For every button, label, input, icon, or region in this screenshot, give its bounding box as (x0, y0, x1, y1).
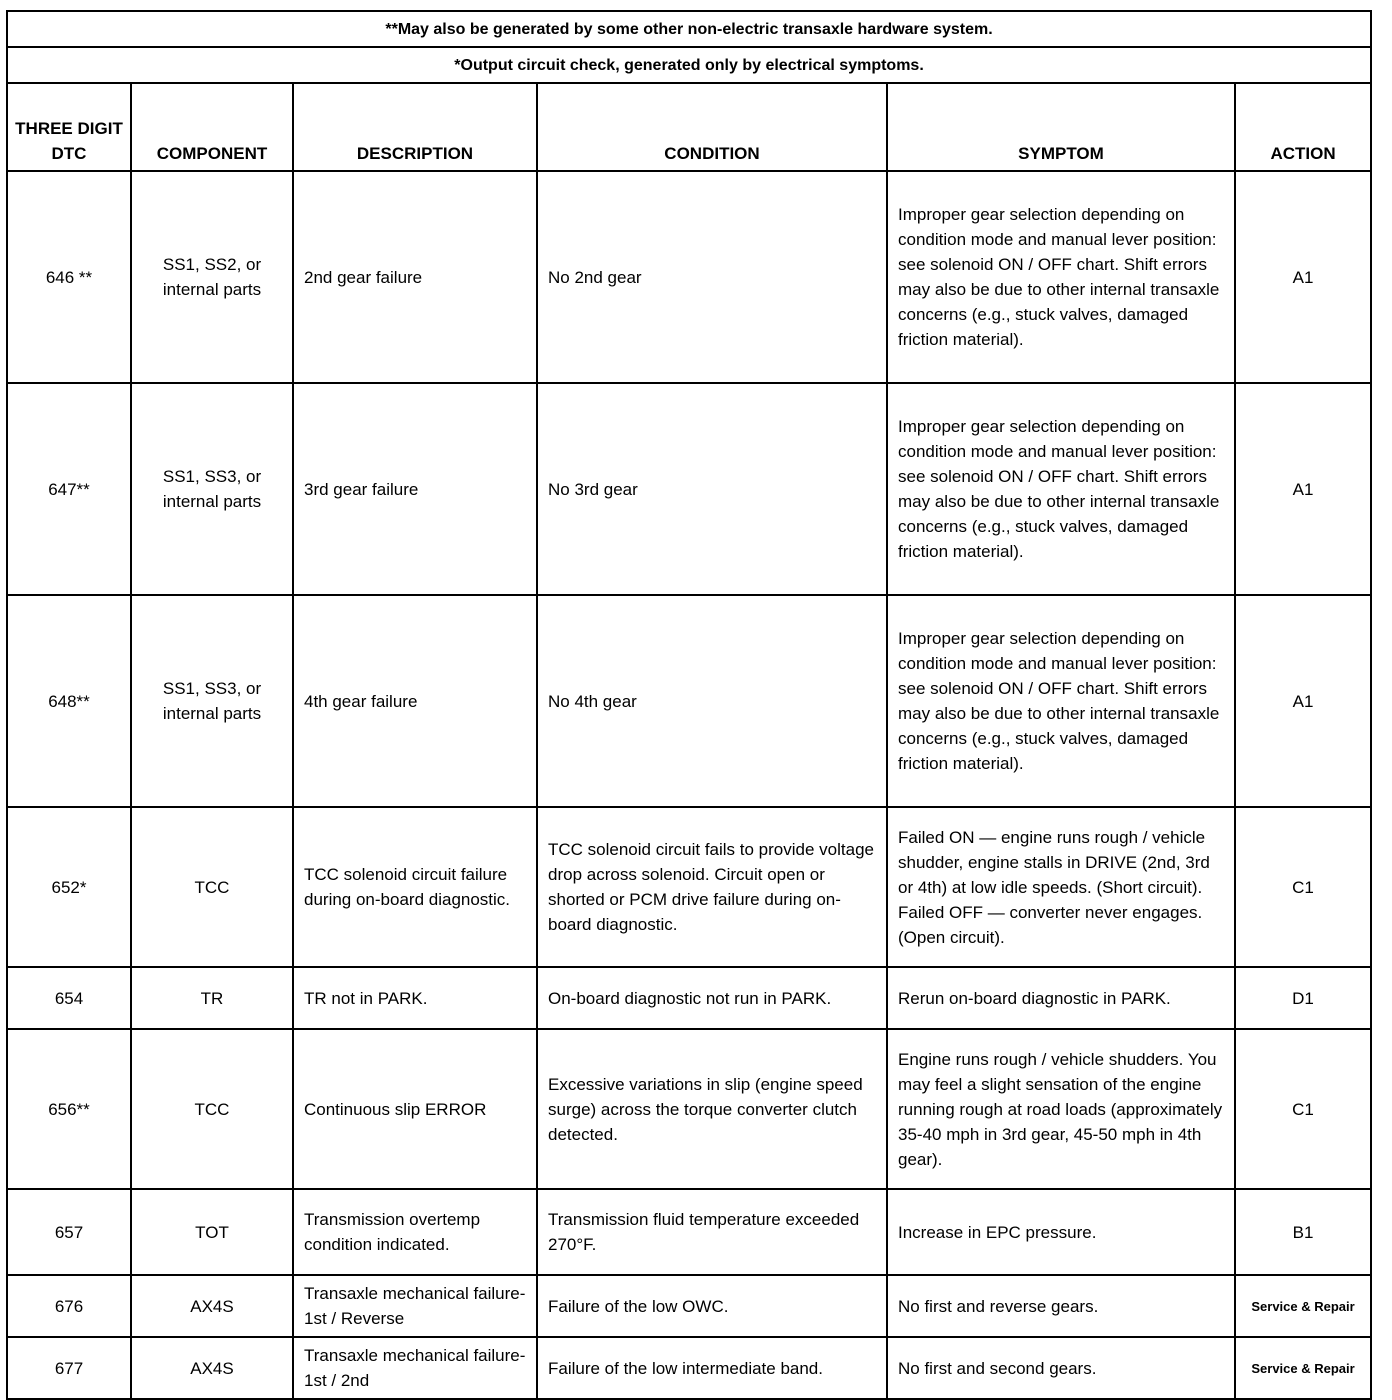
dtc-document (6, 10, 1370, 1400)
cell-action: A1 (1235, 383, 1371, 595)
cell-component: SS1, SS2, or internal parts (131, 171, 293, 383)
cell-description: Transmission overtemp condition indicated. (293, 1189, 537, 1275)
cell-dtc: 676 (7, 1275, 131, 1337)
cell-symptom: Failed ON — engine runs rough / vehicle shudder, engine stalls in DRIVE (2nd, 3rd or 4th) at low idle speeds. (Short circuit). Failed OFF — converter never engages. (Open circuit). (887, 807, 1235, 967)
cell-component: TCC (131, 1029, 293, 1189)
note-row (7, 47, 1371, 83)
table-row (7, 1189, 1371, 1275)
cell-symptom: Improper gear selection depending on condition mode and manual lever position: see solenoid ON / OFF chart. Shift errors may also be due to other internal transaxle concerns (e.g., stuck valves, damaged friction material). (887, 171, 1235, 383)
cell-description: 2nd gear failure (293, 171, 537, 383)
cell-symptom: No first and second gears. (887, 1337, 1235, 1399)
cell-component: AX4S (131, 1337, 293, 1399)
cell-action: Service & Repair (1235, 1275, 1371, 1337)
cell-condition: Excessive variations in slip (engine speed surge) across the torque converter clutch detected. (537, 1029, 887, 1189)
cell-condition: Failure of the low OWC. (537, 1275, 887, 1337)
table-row (7, 967, 1371, 1029)
table-row (7, 1275, 1371, 1337)
cell-description: TCC solenoid circuit failure during on-board diagnostic. (293, 807, 537, 967)
cell-condition: Transmission fluid temperature exceeded 270°F. (537, 1189, 887, 1275)
header-action: ACTION (1235, 83, 1371, 171)
cell-condition: No 4th gear (537, 595, 887, 807)
cell-action: Service & Repair (1235, 1337, 1371, 1399)
cell-symptom: Improper gear selection depending on condition mode and manual lever position: see solenoid ON / OFF chart. Shift errors may also be due to other internal transaxle concerns (e.g., stuck valves, damaged friction material). (887, 383, 1235, 595)
header-description: DESCRIPTION (293, 83, 537, 171)
cell-description: Transaxle mechanical failure- 1st / Reverse (293, 1275, 537, 1337)
cell-dtc: 647** (7, 383, 131, 595)
cell-dtc: 656** (7, 1029, 131, 1189)
cell-component: SS1, SS3, or internal parts (131, 595, 293, 807)
cell-dtc: 652* (7, 807, 131, 967)
table-row (7, 1337, 1371, 1399)
cell-action: C1 (1235, 807, 1371, 967)
cell-description: 3rd gear failure (293, 383, 537, 595)
cell-action: B1 (1235, 1189, 1371, 1275)
cell-condition: No 2nd gear (537, 171, 887, 383)
cell-symptom: No first and reverse gears. (887, 1275, 1235, 1337)
cell-component: TOT (131, 1189, 293, 1275)
cell-component: TCC (131, 807, 293, 967)
table-row (7, 171, 1371, 383)
note-row (7, 11, 1371, 47)
cell-condition: Failure of the low intermediate band. (537, 1337, 887, 1399)
cell-description: Continuous slip ERROR (293, 1029, 537, 1189)
note-double-star: **May also be generated by some other non-electric transaxle hardware system. (7, 11, 1371, 47)
cell-action: A1 (1235, 595, 1371, 807)
table-row (7, 1029, 1371, 1189)
cell-action: D1 (1235, 967, 1371, 1029)
dtc-table (6, 10, 1372, 1400)
cell-condition: TCC solenoid circuit fails to provide voltage drop across solenoid. Circuit open or shorted or PCM drive failure during on-board diagnostic. (537, 807, 887, 967)
cell-component: TR (131, 967, 293, 1029)
cell-action: A1 (1235, 171, 1371, 383)
table-row (7, 383, 1371, 595)
cell-component: AX4S (131, 1275, 293, 1337)
cell-symptom: Improper gear selection depending on condition mode and manual lever position: see solenoid ON / OFF chart. Shift errors may also be due to other internal transaxle concerns (e.g., stuck valves, damaged friction material). (887, 595, 1235, 807)
cell-dtc: 654 (7, 967, 131, 1029)
cell-dtc: 648** (7, 595, 131, 807)
note-single-star: *Output circuit check, generated only by electrical symptoms. (7, 47, 1371, 83)
cell-symptom: Rerun on-board diagnostic in PARK. (887, 967, 1235, 1029)
header-row (7, 83, 1371, 171)
header-condition: CONDITION (537, 83, 887, 171)
cell-component: SS1, SS3, or internal parts (131, 383, 293, 595)
cell-description: Transaxle mechanical failure- 1st / 2nd (293, 1337, 537, 1399)
header-symptom: SYMPTOM (887, 83, 1235, 171)
table-row (7, 595, 1371, 807)
header-dtc: THREE DIGIT DTC (7, 83, 131, 171)
cell-condition: On-board diagnostic not run in PARK. (537, 967, 887, 1029)
cell-dtc: 646 ** (7, 171, 131, 383)
cell-symptom: Engine runs rough / vehicle shudders. You may feel a slight sensation of the engine running rough at road loads (approximately 35-40 mph in 3rd gear, 45-50 mph in 4th gear). (887, 1029, 1235, 1189)
cell-dtc: 677 (7, 1337, 131, 1399)
header-component: COMPONENT (131, 83, 293, 171)
cell-description: TR not in PARK. (293, 967, 537, 1029)
cell-action: C1 (1235, 1029, 1371, 1189)
cell-symptom: Increase in EPC pressure. (887, 1189, 1235, 1275)
table-row (7, 807, 1371, 967)
cell-condition: No 3rd gear (537, 383, 887, 595)
cell-description: 4th gear failure (293, 595, 537, 807)
cell-dtc: 657 (7, 1189, 131, 1275)
